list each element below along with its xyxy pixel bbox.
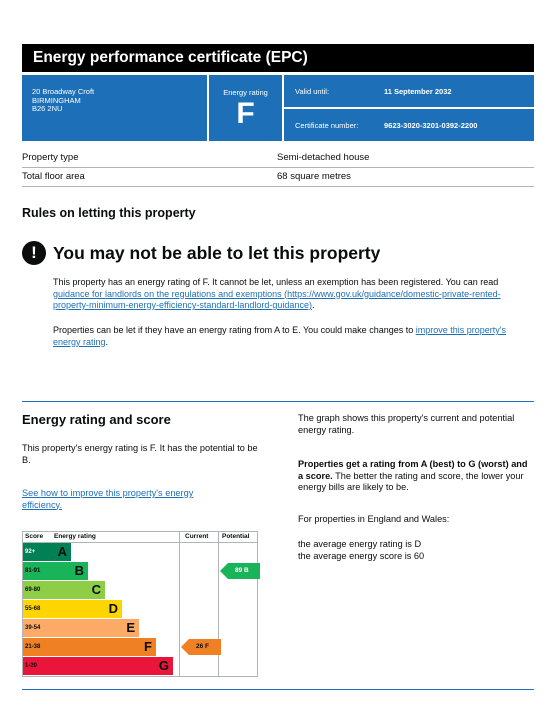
chart-header-current: Current <box>185 533 209 540</box>
address-panel <box>22 75 207 141</box>
improve-efficiency-link[interactable]: See how to improve this property's energy efficiency. <box>22 488 194 510</box>
energy-rating-value: F <box>236 97 255 130</box>
band-score: 92+ <box>25 549 36 555</box>
chart-header-score: Score <box>25 533 44 540</box>
rating-explanation <box>298 459 534 494</box>
chart-header-potential: Potential <box>222 533 250 540</box>
certificate-number-row <box>284 109 534 141</box>
average-rating: the average energy rating is D <box>298 539 422 549</box>
property-type-row <box>22 148 534 168</box>
valid-until-value: 11 September 2032 <box>384 87 452 96</box>
band-score: 1-20 <box>25 663 38 669</box>
band-score: 81-91 <box>25 568 41 574</box>
rules-heading: Rules on letting this property <box>22 206 196 220</box>
section-divider-bottom <box>22 689 534 690</box>
band-e <box>23 619 139 637</box>
band-f <box>23 638 156 656</box>
letting-paragraph-1 <box>53 277 535 312</box>
certificate-number-label: Certificate number: <box>295 121 359 130</box>
band-letter: G <box>158 658 169 673</box>
england-wales-note: For properties in England and Wales: <box>298 514 450 524</box>
floor-area-label: Total floor area <box>22 171 85 182</box>
letting-paragraph-2 <box>53 325 535 348</box>
warning-icon: ! <box>22 241 46 265</box>
band-score: 21-38 <box>25 644 41 650</box>
improve-rating-link[interactable]: improve this property's energy rating <box>53 325 506 347</box>
potential-rating-arrow <box>220 563 260 579</box>
rating-explanation-bold: Properties get a rating from A (best) to G (worst) and a score. <box>298 459 528 481</box>
band-d <box>23 600 122 618</box>
band-score: 55-68 <box>25 606 41 612</box>
band-letter: B <box>74 563 84 578</box>
average-score: the average energy score is 60 <box>298 551 425 561</box>
graph-description: The graph shows this property's current and potential energy rating. <box>298 413 515 435</box>
chart-header-rating: Energy rating <box>54 533 96 540</box>
band-b <box>23 562 88 580</box>
energy-rating-chart <box>22 531 258 677</box>
letting-text-2: Properties can be let if they have an energy rating from A to E. You could make changes to <box>53 325 416 335</box>
letting-text-2-end: . <box>105 336 109 347</box>
band-letter: A <box>57 544 67 559</box>
band-a <box>23 543 71 561</box>
certificate-number-value: 9623-3020-3201-0392-2200 <box>384 121 478 130</box>
property-type-value: Semi-detached house <box>277 152 370 163</box>
floor-area-row <box>22 167 534 187</box>
warning-text: You may not be able to let this property <box>53 243 381 263</box>
energy-rating-label: Energy rating <box>223 88 268 97</box>
letting-text-1-end: . <box>311 300 315 310</box>
address-line-3: B26 2NU <box>32 104 63 114</box>
valid-until-label: Valid until: <box>295 87 330 96</box>
chart-divider-current <box>179 532 180 676</box>
band-letter: F <box>144 639 152 654</box>
potential-arrow-tip <box>220 563 228 579</box>
address-line-1: 20 Broadway Croft <box>32 87 95 96</box>
letting-text-1: This property has an energy rating of F. It cannot be let, unless an exemption has been registered. You can read <box>53 277 499 287</box>
energy-rating-panel <box>209 75 282 141</box>
valid-until-row <box>284 75 534 107</box>
rating-explanation-rest: The better the rating and score, the lower your energy bills are likely to be. <box>298 470 524 492</box>
band-c <box>23 581 105 599</box>
band-letter: C <box>91 582 101 597</box>
current-rating-arrow <box>181 639 221 655</box>
address-line-2: BIRMINGHAM <box>32 95 81 105</box>
potential-rating-label: 89 B <box>228 563 260 579</box>
score-heading: Energy rating and score <box>22 412 171 427</box>
current-arrow-tip <box>181 639 189 655</box>
landlord-guidance-link[interactable]: guidance for landlords on the regulations and exemptions (https://www.gov.uk/guidance/domestic-private-rented-property-minimum-energy-efficiency-standard-landlord-guidance) <box>53 288 501 310</box>
section-divider <box>22 401 534 402</box>
score-intro: This property's energy rating is F. It has the potential to be B. <box>22 443 258 465</box>
band-letter: E <box>126 620 135 635</box>
band-g <box>23 657 173 675</box>
property-type-label: Property type <box>22 152 79 163</box>
band-letter: D <box>108 601 118 616</box>
page-title: Energy performance certificate (EPC) <box>22 44 534 72</box>
floor-area-value: 68 square metres <box>277 171 351 182</box>
band-score: 69-80 <box>25 587 41 593</box>
current-rating-label: 26 F <box>189 639 221 655</box>
band-score: 39-54 <box>25 625 41 631</box>
